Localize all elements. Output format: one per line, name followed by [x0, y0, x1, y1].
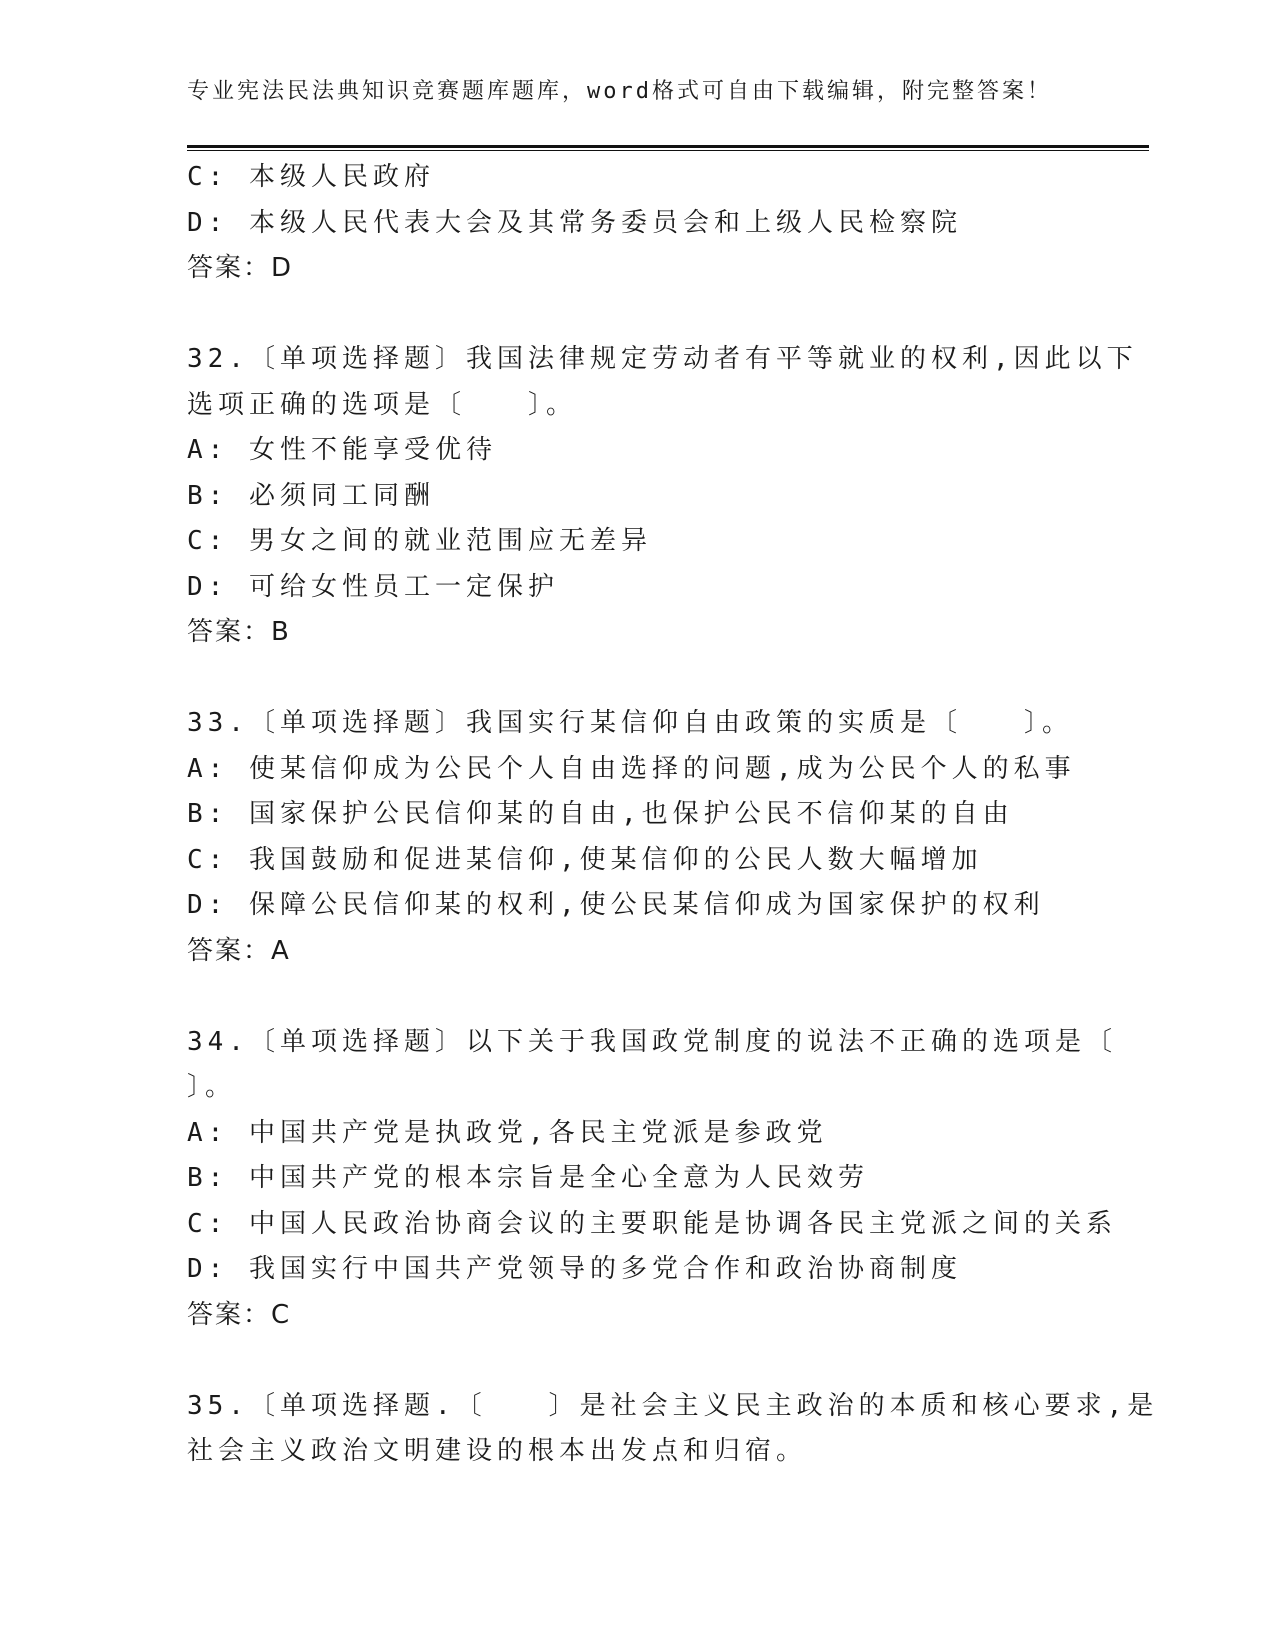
q34-stem-line2: 〕。: [187, 1072, 237, 1102]
q35-stem-line2: 社会主义政治文明建设的根本出发点和归宿。: [187, 1436, 808, 1466]
q33-stem-line1: 33.〔单项选择题〕我国实行某信仰自由政策的实质是〔 〕。: [187, 708, 1073, 738]
header-rule-thin: [187, 150, 1149, 151]
q34-option-c: C: 中国人民政治协商会议的主要职能是协调各民主党派之间的关系: [187, 1208, 1117, 1239]
q32-option-b: B: 必须同工同酬: [187, 480, 435, 511]
q33-option-d: D: 保障公民信仰某的权利,使公民某信仰成为国家保护的权利: [187, 890, 1045, 920]
q32-stem-line1: 32.〔单项选择题〕我国法律规定劳动者有平等就业的权利,因此以下: [187, 344, 1138, 374]
q32-answer: 答案：B: [187, 617, 291, 647]
spacer: [187, 292, 1087, 338]
prev-option-c: C: 本级人民政府: [187, 162, 435, 192]
header-rule-thick: [187, 145, 1149, 148]
q35-stem-line1: 35.〔单项选择题.〔 〕是社会主义民主政治的本质和核心要求,是: [187, 1390, 1159, 1421]
q32-option-c: C: 男女之间的就业范围应无差异: [187, 526, 652, 556]
q33-option-a: A: 使某信仰成为公民个人自由选择的问题,成为公民个人的私事: [187, 753, 1076, 784]
q34-option-a: A: 中国共产党是执政党,各民主党派是参政党: [187, 1117, 828, 1148]
question-list: [187, 155, 1159, 1475]
q34-option-d: D: 我国实行中国共产党领导的多党合作和政治协商制度: [187, 1254, 962, 1284]
page-header: 专业宪法民法典知识竞赛题库题库，word格式可自由下载编辑，附完整答案！: [187, 79, 1052, 104]
spacer: [187, 1338, 1087, 1384]
q34-answer: 答案：C: [187, 1299, 292, 1330]
q33-option-b: B: 国家保护公民信仰某的自由,也保护公民不信仰某的自由: [187, 799, 1014, 829]
q33-option-c: C: 我国鼓励和促进某信仰,使某信仰的公民人数大幅增加: [187, 844, 983, 875]
q32-option-a: A: 女性不能享受优待: [187, 435, 497, 465]
spacer: [187, 974, 1087, 1020]
prev-answer: 答案：D: [187, 253, 294, 283]
q34-stem-line1: 34.〔单项选择题〕以下关于我国政党制度的说法不正确的选项是〔: [187, 1026, 1117, 1057]
prev-option-d: D: 本级人民代表大会及其常务委员会和上级人民检察院: [187, 207, 962, 238]
q32-option-d: D: 可给女性员工一定保护: [187, 571, 559, 602]
q32-stem-line2: 选项正确的选项是〔 〕。: [187, 389, 578, 420]
spacer: [187, 656, 1087, 702]
q34-option-b: B: 中国共产党的根本宗旨是全心全意为人民效劳: [187, 1163, 869, 1193]
q33-answer: 答案：A: [187, 935, 291, 966]
